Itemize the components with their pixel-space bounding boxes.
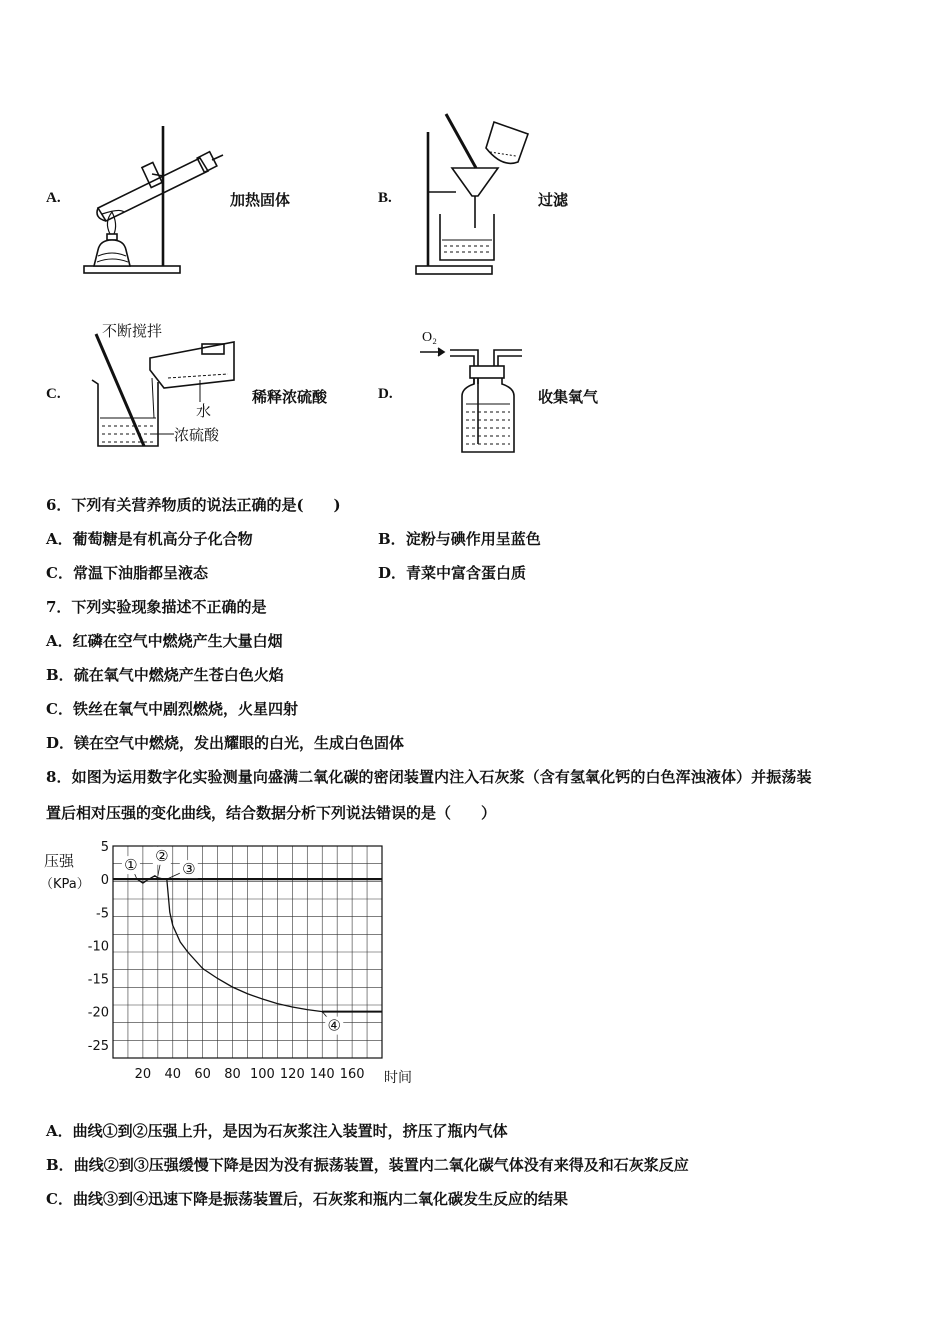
q6-option-a-letter: A． <box>46 530 73 548</box>
figure-a-label: 加热固体 <box>230 191 291 209</box>
q6-option-c[interactable] <box>46 563 208 583</box>
q6-stem: 6．下列有关营养物质的说法正确的是( ) <box>46 496 341 514</box>
x-tick-label: 80 <box>224 1067 241 1082</box>
filtration-apparatus <box>412 110 537 280</box>
oxygen-annotation: O₂ <box>422 330 437 345</box>
y-tick-label: -5 <box>96 906 109 922</box>
y-tick-label: -20 <box>87 1005 109 1021</box>
gas-collection-bottle <box>418 344 528 456</box>
q7-option-b[interactable] <box>46 665 284 685</box>
q8-option-b-letter: B． <box>46 1156 74 1174</box>
q7-option-a-text: 红磷在空气中燃烧产生大量白烟 <box>72 632 283 650</box>
q6-option-d-text: 青菜中富含蛋白质 <box>406 564 527 582</box>
q7-option-b-text: 硫在氧气中燃烧产生苍白色火焰 <box>73 666 284 684</box>
stir-annotation: 不断搅拌 <box>102 322 163 340</box>
q7-option-a[interactable] <box>46 631 283 651</box>
acid-annotation: 浓硫酸 <box>174 426 220 444</box>
annotation-label: ③ <box>182 860 196 879</box>
figure-c-label: 稀释浓硫酸 <box>252 388 328 406</box>
q8-option-c[interactable] <box>46 1189 568 1209</box>
q6-option-b-text: 淀粉与碘作用呈蓝色 <box>405 530 541 548</box>
q6-option-c-letter: C． <box>46 564 73 582</box>
q8-option-a-text: 曲线①到②压强上升，是因为石灰浆注入装置时，挤压了瓶内气体 <box>72 1122 508 1140</box>
q6-option-a-text: 葡萄糖是有机高分子化合物 <box>72 530 253 548</box>
figure-c-letter: C. <box>46 386 61 402</box>
y-tick-label: -15 <box>87 972 109 988</box>
annotation-label: ① <box>124 856 138 875</box>
q7-option-b-letter: B． <box>46 666 74 684</box>
q8-option-b-text: 曲线②到③压强缓慢下降是因为没有振荡装置，装置内二氧化碳气体没有来得及和石灰浆反应 <box>73 1156 689 1174</box>
figure-b-letter: B. <box>378 190 392 206</box>
x-tick-label: 140 <box>309 1067 335 1082</box>
q6-option-d[interactable] <box>378 563 526 583</box>
q6-option-b-letter: B． <box>378 530 406 548</box>
q7-option-a-letter: A． <box>46 632 73 650</box>
y-tick-label: 0 <box>100 873 109 889</box>
pressure-time-chart <box>40 838 420 1088</box>
q8-option-b[interactable] <box>46 1155 689 1175</box>
q6-option-a[interactable] <box>46 529 253 549</box>
q8-stem-line1: 8．如图为运用数字化实验测量向盛满二氧化碳的密闭装置内注入石灰浆（含有氢氧化钙的白色浑浊液体）并振荡装 <box>46 768 812 786</box>
q6-option-c-text: 常温下油脂都呈液态 <box>72 564 208 582</box>
figure-b-label: 过滤 <box>538 191 569 209</box>
q8-option-a-letter: A． <box>46 1122 73 1140</box>
x-axis-label: 时间 <box>384 1070 412 1086</box>
x-tick-label: 20 <box>134 1067 152 1082</box>
dilution-apparatus <box>88 322 238 452</box>
heating-solid-apparatus <box>80 122 230 282</box>
q8-option-c-text: 曲线③到④迅速下降是振荡装置后，石灰浆和瓶内二氧化碳发生反应的结果 <box>72 1190 568 1208</box>
q7-option-c[interactable] <box>46 699 298 719</box>
q8-stem-line2: 置后相对压强的变化曲线，结合数据分析下列说法错误的是（ ） <box>46 804 497 822</box>
q8-option-c-letter: C． <box>46 1190 73 1208</box>
q6-option-d-letter: D． <box>378 564 407 582</box>
y-tick-label: -25 <box>87 1038 109 1054</box>
water-annotation: 水 <box>196 402 212 420</box>
x-tick-label: 60 <box>194 1067 211 1082</box>
q7-option-d-text: 镁在空气中燃烧，发出耀眼的白光，生成白色固体 <box>74 734 405 752</box>
figure-a-letter: A. <box>46 190 61 206</box>
q7-option-c-letter: C． <box>46 700 73 718</box>
figure-d-letter: D. <box>378 386 393 402</box>
figure-d-label: 收集氧气 <box>538 388 599 406</box>
y-axis-label: 压强 <box>44 852 75 870</box>
q6-option-b[interactable] <box>378 529 541 549</box>
q7-option-d-letter: D． <box>46 734 75 752</box>
x-tick-label: 160 <box>339 1067 365 1082</box>
x-tick-label: 100 <box>250 1067 275 1082</box>
x-tick-label: 120 <box>279 1067 305 1082</box>
q7-option-d[interactable] <box>46 733 404 753</box>
q7-stem: 7．下列实验现象描述不正确的是 <box>46 598 267 616</box>
y-tick-label: -10 <box>87 939 109 955</box>
annotation-label: ② <box>155 846 169 865</box>
q7-option-c-text: 铁丝在氧气中剧烈燃烧，火星四射 <box>72 700 298 718</box>
y-axis-unit: （KPa） <box>40 877 90 892</box>
y-tick-label: 5 <box>100 840 109 855</box>
x-tick-label: 40 <box>164 1067 182 1082</box>
annotation-label: ④ <box>327 1016 341 1035</box>
q8-option-a[interactable] <box>46 1121 508 1141</box>
